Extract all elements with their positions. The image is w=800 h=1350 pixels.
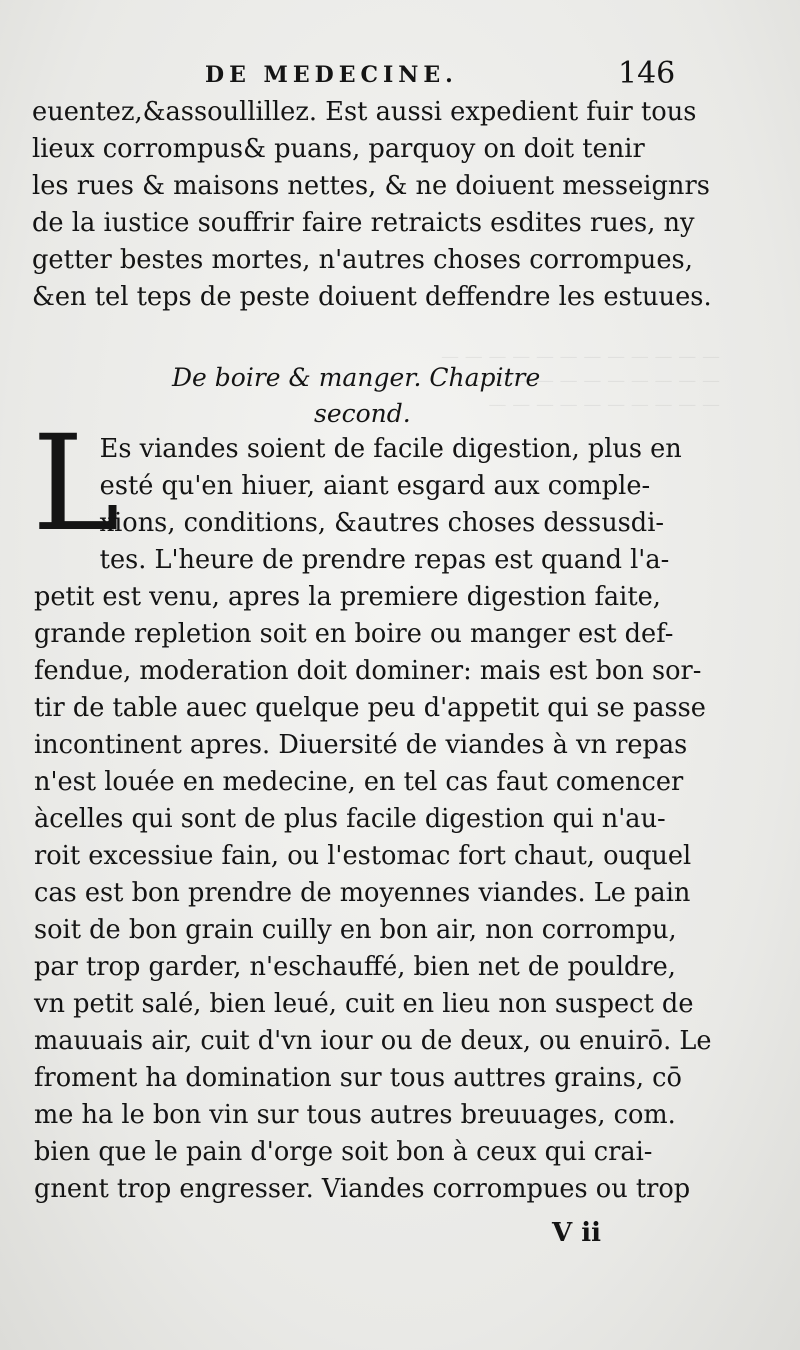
text-line: me ha le bon vin sur tous autres breuuages, com. <box>34 1099 676 1130</box>
signature-mark: V ii <box>552 1218 601 1248</box>
text-line: gnent trop engresser. Viandes corrompues ou trop <box>34 1173 691 1204</box>
text-line: esté qu'en hiuer, aiant esgard aux comple- <box>99 470 651 501</box>
text-line: roit excessiue fain, ou l'estomac fort chaut, ouquel <box>34 840 692 871</box>
text-line: froment ha domination sur tous auttres grains, cō <box>34 1062 682 1093</box>
text-line: tir de table auec quelque peu d'appetit qui se passe <box>34 692 706 723</box>
text-line: mauuais air, cuit d'vn iour ou de deux, ou enuirō. Le <box>34 1025 712 1056</box>
continuation-paragraph <box>32 93 734 315</box>
page-number: 146 <box>618 56 676 91</box>
page-header <box>0 56 800 96</box>
text-line: petit est venu, apres la premiere digestion faite, <box>34 581 661 612</box>
text-line: getter bestes mortes, n'autres choses corrompues, <box>32 244 693 275</box>
chapter-heading-line: second. <box>314 399 411 428</box>
text-line: fendue, moderation doit dominer: mais est bon sor- <box>34 655 702 686</box>
text-line: bien que le pain d'orge soit bon à ceux qui crai- <box>34 1136 653 1167</box>
text-line: grande repletion soit en boire ou manger est def- <box>34 618 674 649</box>
chapter-heading <box>172 360 540 432</box>
text-line: soit de bon grain cuilly en bon air, non corrompu, <box>34 914 677 945</box>
text-line: n'est louée en medecine, en tel cas faut comencer <box>34 766 684 797</box>
text-line: lieux corrompus& puans, parquoy on doit tenir <box>32 133 645 164</box>
text-line: tes. L'heure de prendre repas est quand l'a- <box>99 544 670 575</box>
show-through-bleed: — — — — — — — — — — — — — — — — — — — — — — — — — — — — — — — — — <box>441 346 720 415</box>
drop-cap: L <box>32 407 120 561</box>
text-line: par trop garder, n'eschauffé, bien net de pouldre, <box>34 951 676 982</box>
text-line: &en tel teps de peste doiuent deffendre les estuues. <box>32 281 712 312</box>
running-head: DE MEDECINE. <box>205 62 458 88</box>
text-line: euentez,&assoullillez. Est aussi expedient fuir tous <box>32 96 697 127</box>
text-line: xions, conditions, &autres choses dessusdi- <box>99 507 665 538</box>
text-line: Es viandes soient de facile digestion, plus en <box>99 433 682 464</box>
text-line: vn petit salé, bien leué, cuit en lieu non suspect de <box>34 988 694 1019</box>
text-line: de la iustice souffrir faire retraicts esdites rues, ny <box>32 207 695 238</box>
text-line: àcelles qui sont de plus facile digestion qui n'au- <box>34 803 666 834</box>
chapter-heading-line: De boire & manger. Chapitre <box>172 363 541 392</box>
text-line: cas est bon prendre de moyennes viandes. Le pain <box>34 877 691 908</box>
text-line: incontinent apres. Diuersité de viandes à vn repas <box>34 729 688 760</box>
text-line: les rues & maisons nettes, & ne doiuent messeignrs <box>32 170 710 201</box>
